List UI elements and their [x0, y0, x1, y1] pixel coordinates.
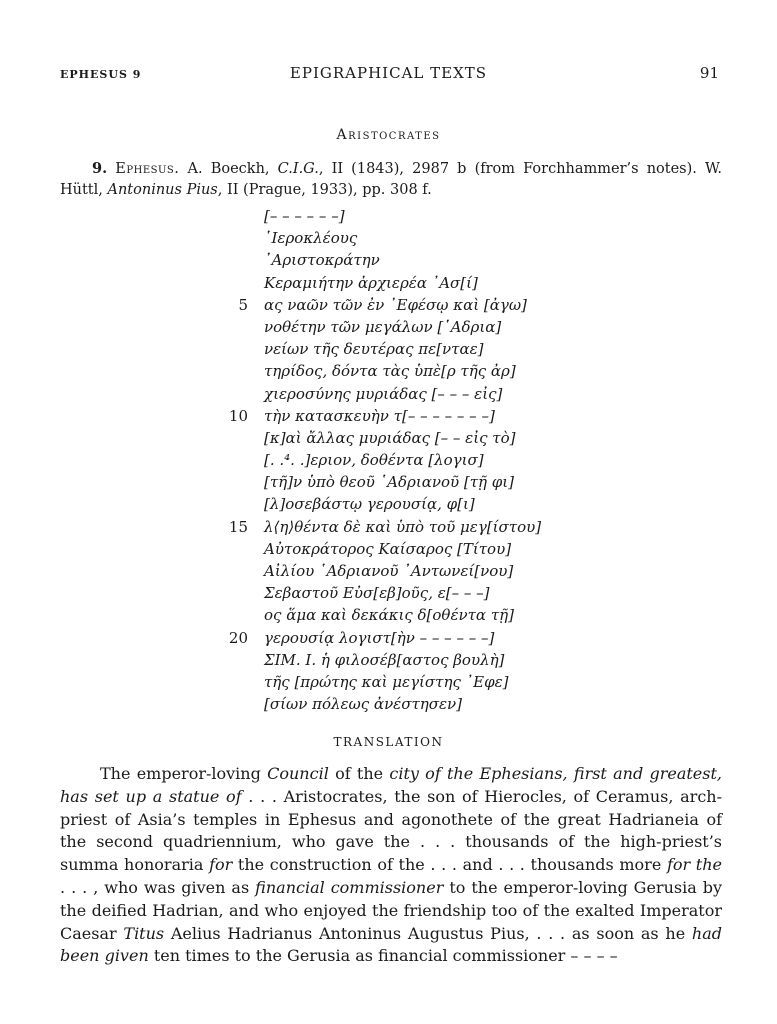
inscription-text: ος ἅμα καὶ δεκάκις δ[οθέντα τῇ] [264, 606, 514, 625]
inscription-line [226, 693, 646, 715]
inscription-text: ας ναῶν τῶν ἐν ᾽Εφέσῳ καὶ [ἀγω] [264, 295, 527, 314]
inscription-text: γερουσίᾳ λογιστ[ὴν – – – – – –] [264, 628, 495, 647]
inscription-line [226, 516, 646, 538]
line-number: 15 [228, 517, 248, 536]
inscription-line [226, 294, 646, 316]
translation-paragraph: The emperor-loving Council of the city of the Ephesians, first and greatest, has set up a statue of . . . Aristocrates, the son of Hierocles, of Ceramus, arch-priest of Asia’s temples in Ephesus and agonothete of the great Hadrianeia of the second quadriennium, who gave the . . . thousands of the high-priest’s summa honoraria for the construction of the . . . and . . . thousands more for the . . . , who was given as financial commissioner to the emperor-loving Gerusia by the deified Hadrian, and who enjoyed the friendship too of the exalted Imperator Caesar Titus Aelius Hadrianus Antoninus Augustus Pius, . . . as soon as he had been given ten times to the Gerusia as financial commissioner – – – – [60, 764, 723, 966]
inscription-text: ΣΙΜ. Ι. ἡ φιλοσέβ[αστος βουλὴ] [264, 650, 505, 669]
line-number: 20 [228, 628, 248, 647]
inscription-line [226, 316, 646, 338]
greek-inscription [226, 205, 646, 715]
inscription-line [226, 471, 646, 493]
entry-number: 9. [92, 160, 108, 177]
entry-place: Ephesus. [115, 161, 180, 177]
inscription-text: νείων τῆς δευτέρας πε[νταε] [264, 340, 484, 359]
section-title: Aristocrates [336, 127, 441, 143]
inscription-text: [τῆ]ν ὑπὸ θεοῦ ῾Αδριανοῦ [τῇ φι] [264, 473, 515, 492]
inscription-line [226, 493, 646, 515]
running-head-title: EPIGRAPHICAL TEXTS [289, 64, 488, 82]
inscription-line [226, 627, 646, 649]
inscription-text: ᾽Αριστοκράτην [264, 251, 380, 270]
inscription-text: [κ]αὶ ἄλλας μυριάδας [– – εἰς τὸ] [264, 428, 516, 447]
citation-text: , II (1843), 2987 b (from Forchhammer’s notes). W. Hüttl, [60, 161, 723, 198]
inscription-text: τηρίδος, δόντα τὰς ὑπὲ[ρ τῆς ἀρ] [264, 362, 516, 381]
inscription-line [226, 560, 646, 582]
citation-text: , II (Prague, 1933), pp. 308 f. [217, 182, 432, 198]
inscription-line [226, 405, 646, 427]
citation-paragraph [60, 158, 722, 201]
inscription-text: Αἰλίου ῾Αδριανοῦ ᾽Αντωνεί[νου] [264, 562, 514, 580]
inscription-text: ῾Ιεροκλέους [264, 229, 358, 248]
inscription-line [226, 671, 646, 693]
translation-body [60, 763, 722, 968]
inscription-line [226, 449, 646, 471]
inscription-text: [– – – – – –] [264, 207, 345, 225]
inscription-line [226, 272, 646, 294]
inscription-text: λ⟨η⟩θέντα δὲ καὶ ὑπὸ τοῦ μεγ[ίστου] [264, 517, 542, 536]
inscription-text: Αὐτοκράτορος Καίσαρος [Τίτου] [264, 539, 512, 558]
inscription-text: τῆς [πρώτης καὶ μεγίστης ᾽Εφε] [264, 672, 509, 691]
inscription-text: Κεραμιήτην ἀρχιερέα ᾽Ασ[ί] [264, 273, 478, 292]
inscription-line [226, 604, 646, 626]
line-number: 10 [228, 406, 248, 425]
translation-heading: TRANSLATION [333, 735, 444, 749]
inscription-text: Σεβαστοῦ Εὐσ[εβ]οῦς, ε[– – –] [264, 584, 490, 603]
inscription-line [226, 205, 646, 227]
inscription-line [226, 227, 646, 249]
inscription-text: τὴν κατασκευὴν τ[– – – – – – –] [264, 406, 495, 425]
running-head-left: EPHESUS 9 [60, 68, 142, 81]
citation-cig: C.I.G. [277, 161, 319, 177]
citation-text: A. Boeckh, [179, 161, 278, 177]
inscription-line [226, 249, 646, 271]
inscription-text: [λ]οσεβάστῳ γερουσίᾳ, φ[ι] [264, 495, 475, 514]
inscription-text: [. .⁴. .]εριον, δοθέντα [λογισ] [264, 451, 484, 470]
inscription-text: [σίων πόλεως ἀνέστησεν] [264, 695, 463, 714]
inscription-text: νοθέτην τῶν μεγάλων [῾Αδρια] [264, 317, 502, 336]
citation-book: Antoninus Pius [107, 182, 218, 198]
line-number: 5 [238, 295, 248, 314]
inscription-line [226, 360, 646, 382]
inscription-line [226, 649, 646, 671]
inscription-line [226, 538, 646, 560]
inscription-text: χιεροσύνης μυριάδας [– – – εἰς] [264, 384, 503, 403]
page-number: 91 [699, 64, 719, 82]
inscription-line [226, 582, 646, 604]
inscription-line [226, 338, 646, 360]
inscription-line [226, 427, 646, 449]
inscription-line [226, 383, 646, 405]
